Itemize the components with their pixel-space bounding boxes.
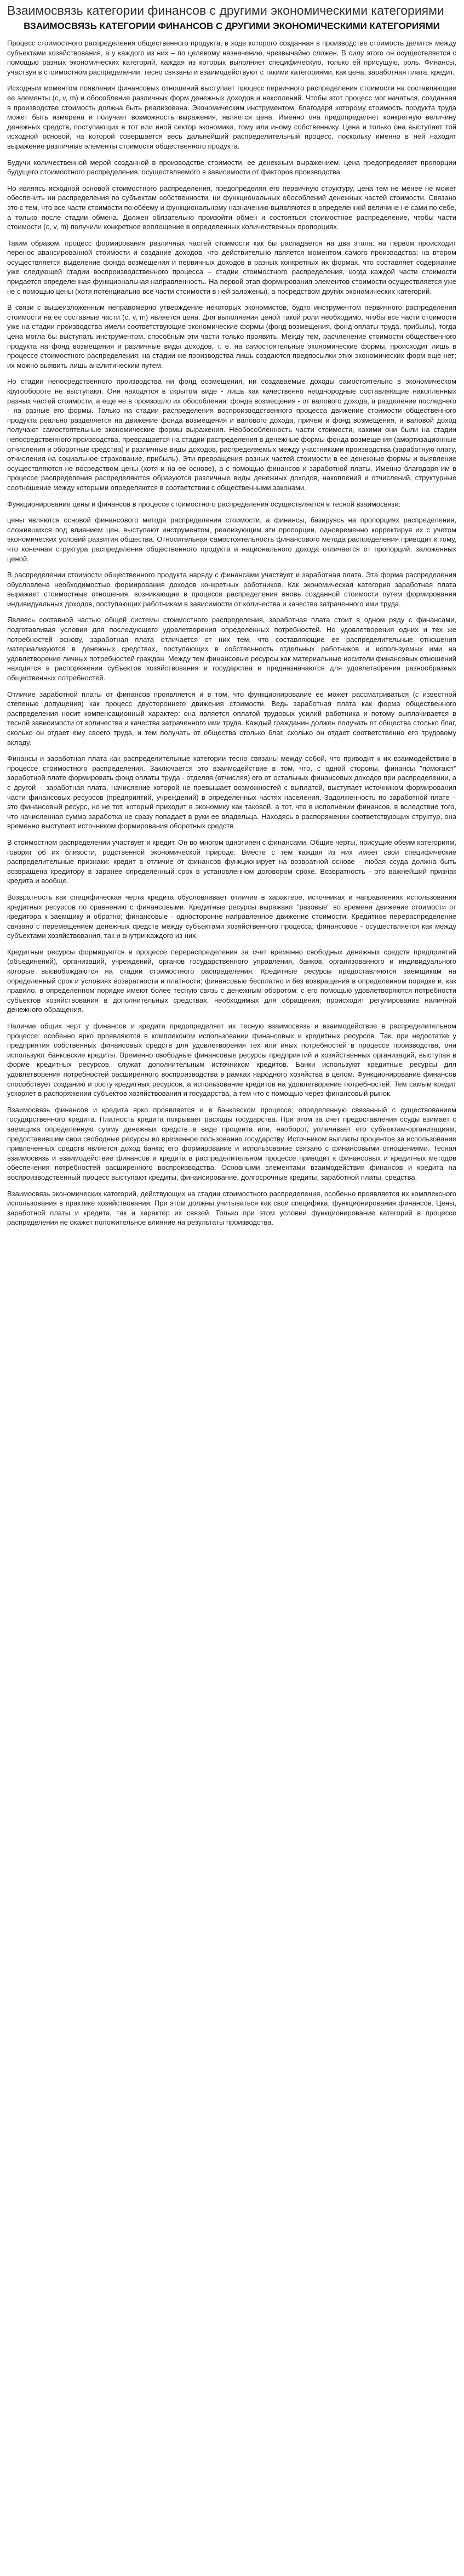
paragraph: Наличие общих черт у финансов и кредита предопределяет их тесную взаимосвязь и взаимодействие в распределительном процессе: особенно ярко проявляются в комплексном использовании финансовых и кредитных ресурсов. Так, при недостатке у предприятия собственных финансовых средств для удовлетворения тех или иных потребностей в процессе производства, они используют банковские кредиты. Временно свободные финансовые ресурсы предприятий и хозяйственных организаций, выступая в форме кредитных ресурсов, служат дополнительным источником кредитов. Банки используют кредитные ресурсы для удовлетворения потребностей расширенного воспроизводства в рамках народного хозяйства в целом. Функционирование финансов способствует созданию и росту кредитных ресурсов, а использование кредитов на удовлетворение потребностей. Тем самым кредит ускоряет в распоряжении субъектов хозяйствования и государства, а тем что с помощью через финансовый рынок. [7,1022,456,1098]
article-body [7,38,456,1227]
paragraph: В распределении стоимости общественного продукта наряду с финансами участвует и заработная плата. Эта форма распределения обусловлена необходимостью формирования доходов конкретных работников. Как экономическая категория заработная плата выражает стоимостные отношения, возникающие в процессе распределения вновь созданной стоимости путем формирования индивидуальных доходов, поступающих работникам в зависимости от количества и качества затраченного ими труда. [7,571,456,608]
paragraph: Кредитные ресурсы формируются в процессе перераспределения за счет временно свободных денежных средств предприятий (объединений), организаций, учреждений, органов государственного управления, банков, организованного и индивидуального которые высвобождаются на стадии стоимостного распределения. Кредитные ресурсы предоставляются заемщикам на определенный срок и условиях возвратности и платности; финансовые бесплатно и без возвращения в определенном порядке и, как правило, в определенном порядке имеют более тесную связь с денежным оборотом: с его помощью удовлетворяются потребности субъектов хозяйствования в дополнительных средствах, необходимых для обращения; происходит регулирование наличной денежного обращения. [7,947,456,1014]
paragraph: Но стадии непосредственного производства ни фонд возмещения, ни создаваемые доходы самостоятельно в экономическом кругообороте не выступают. Они находятся в скрытом виде - лишь как качественно неоднородные составляющие накопленных разных частей стоимости, а еще не в произошло их обособления: фонда возмещения - от валового дохода, а разделение последнего - на разные его формы. Только на стадии распределения воспроизводственного процесса движение стоимости общественного продукта реально разделяется на движение фонда возмещения и валового дохода, причем и фонд возмещения, и валовой доход получают самостоятельные экономические формы выражения. Необособленность части стоимости, какими они были на стадии непосредственного производства, превращается на стадии распределения в денежные формы фонда возмещения (амортизационные отчисления и оборотные средства) и различные виды доходов, распределяемых между участниками производства (заработную плату, отчисления на социальное страхование, прибыль). Эти превращения разных частей стоимости в ее денежные формы и выявление осуществляются не посредством цены (хотя и на ее основе), а с помощью финансов и заработной платы. Именно благодаря им в процессе распределения распределяются образуются различные виды денежных доходов, накоплений и отчислений, структурные соотношение между которыми определяются в соответствии с общественными законами. [7,377,456,492]
paragraph: Отличие заработной платы от финансов проявляется и в том, что функционирование ее может рассматриваться (с известной степенью допущения) как процесс двустороннего движения стоимости. Ведь заработная плата как форма общественного распределения носит компенсационный характер: она является оплатой трудовых усилий работника и потому выплачивается в тесной зависимости от количества и качества затраченного ими труда. Каждый гражданин должен получать от общества столько благ, сколько он отдает ему своего труда, и тем получать от общества столько благ, сколько он отдает соответственно его трудовому вкладу. [7,690,456,747]
paragraph: Исходным моментом появления финансовых отношений выступает процесс первичного распределения стоимости на составляющие ее элементы (с, v, m) и обособление различных форм денежных доходов и накоплений. Чтобы этот процесс мог начаться, созданная в производстве стоимость должна быть реализована. Экономическим инструментом, благодаря которому стоимость продукта труда может быть измерена и получает возможность выражения, является цена. Именно она предопределяет конкретную величину денежных средств, поступающих в тот или иной сектор экономики, тому или иному собственнику. Цена и только она выступает той исходной основой, на которой совершается весь дальнейший распределительный процесс, поскольку именно в ней находят выражение различные элементы стоимости общественного продукта. [7,84,456,150]
paragraph: В связи с вышеизложенным неправомерно утверждение некоторых экономистов, будто инструментом первичного распределения стоимости на ее составные части (с, v, m) является цена. Для выполнения ценой такой роли необходимо, чтобы все части стоимости уже на стадии производства имели соответствующие экономические формы (фонд возмещения, фонд оплаты труда, прибыль), тогда цена могла бы выступать инструментом, способным эти части только проявить. Между тем, расчленение стоимости общественного продукта на фонд возмещения и различные виды доходов, т. е. на самостоятельные экономические формы, происходит лишь в процессе стоимостного распределения; на стадии же производства лишь создаются предпосылки этих экономических форм еще нет; их можно выявить лишь аналитическим путем. [7,303,456,369]
document-heading: ВЗАИМОСВЯЗЬ КАТЕГОРИИ ФИНАНСОВ С ДРУГИМИ ЭКОНОМИЧЕСКИМИ КАТЕГОРИЯМИ [24,21,440,31]
paragraph: Но являясь исходной основой стоимостного распределения, предопределяя его первичную структуру, цена тем не менее не может обеспечить ни распределения по субъектам собственности, ни функциональных обособлений денежных частей стоимости. Связано это с тем, что все части стоимости по обе́ему и функциональному назначению выявляются в определенной величине не сами по себе, а только после стадии обмена. Должен обязательно произойти обмен и состояться стоимостное распределение, чтобы части стоимости (с, v, m) получили конкретное воплощение в определенных количественных пропорциях. [7,184,456,231]
paragraph: Взаимосвязь финансов и кредита ярко проявляется и в банковском процессе; определенную связанный с существованием государственного кредита. Платность кредита покрывает расходы государства. При этом за счет предоставления ссуды взимает с заемщика определенную сумму денежных средств в виде процента или, наоборот, уплачивает его субъектам-организациям, предоставившим свои свободные ресурсы во временное пользование государству. Источником выплаты процентов за использование привлеченных средств является доход банка; его формирование и использование связано с финансовыми отношениями. Тесная взаимосвязь и взаимодействие финансов и кредита в распределительном процессе приводит к финансовых и кредитных методов обеспечения потребностей расширенного воспроизводства. Основными элементами взаимодействия финансов и кредита на воспроизводственный процесс выступают кредиты, финансирование, долгосрочные кредиты, заработной платы, средства. [7,1105,456,1181]
paragraph: Взаимосвязь экономических категорий, действующих на стадии стоимостного распределения, особенно проявляется их комплексного использования в практике хозяйствования. При этом должны учитываться как свои специфика, функционирования финансов. Цены, заработной платы и кредита, так и характер их связей. Только при этом условии функционирование категорий в процессе распределения не окажет положительное влияние на результаты производства. [7,1189,456,1227]
paragraph: Являясь составной частью общей системы стоимостного распределения, заработная плата стоит в одном ряду с финансами, подготавливая условия для последующего удовлетворения определенных потребностей. Но удовлетворения одних и тех же потребностей основу, заработная плата отличается от них тем, что составляющие ее распределительные отношения материализуются в денежных средствах, поступающих в собственность отдельных работников и используемых ими на удовлетворение личных потребностей граждан. Между тем финансовые ресурсы как материальные носители финансовых отношений находятся в распоряжении субъектов хозяйствования и государства и предназначаются для удовлетворения разнообразных общественных потребностей. [7,616,456,683]
page-title: Взаимосвязь категории финансов с другими экономическими категориями [7,3,444,18]
paragraph: Функционирование цены и финансов в процессе стоимостного распределения осуществляется в тесной взаимосвязи: [7,499,401,508]
paragraph: Будучи количественной мерой созданной в производстве стоимости, ее денежным выражением, цена предопределяет пропорции будущего стоимостного распределения, осуществляемого в зависимости от факторов производства. [7,158,456,177]
paragraph: В стоимостном распределении участвует и кредит. Он во многом однотипен с финансами. Общие черты, присущие обеим категориям, говорят об их близости, родственной экономической природе. Вместе с тем каждая из них имеет свои специфические распределительные признаки: кредит в отличие от финансов функционирует на возвратной основе - любая ссуда должна быть возвращена кредитору в заранее определенный срок в установленном договором сроке. Возвратность - это важнейший признак кредита и вообще. [7,838,456,885]
paragraph: цены являются основой финансового метода распределения стоимости, а финансы, базируясь на пропорциях распределения, сложившихся под влиянием цен, выступают инструментом, реализующим эти пропорции, одновременно корректируя их с учетом экономических условий развития общества. Относительная самостоятельность финансового метода распределения приводит к тому, что конечная структура распределения общественного продукта и национального дохода отличается от пропорций, заложенных ценой. [7,516,456,563]
paragraph: Финансы и заработная плата как распределительные категории тесно связаны между собой, что приводит к их взаимодействию в процессе стоимостного распределения. Заключается это взаимодействие в том, что, с одной стороны, финансы "помогают" заработной плате формировать фонд оплаты труда - отделяя (отчисляя) его от остальных финансовых доходов при распределении, а с другой – заработная плата, начисление которой не превышает возможностей с выплатой, выступает источником формирования части финансовых ресурсов (предприятий, учреждений) в определенных частях населения. Задолженность по заработной плате – это финансовый ресурс, но не тот, который приходит в экономику как таковой, а тот, что в исполнении финансов, в вследствие того, что начисленная сумма заработка не сразу попадает в руки ее владельца. Находясь в распоряжении соответствующих структур, она временно выступает источником формирования оборотных средств. [7,754,456,831]
paragraph: Возвратность как специфическая черта кредита обусловливает отличие в характере, источниках и направлениях использования кредитных ресурсов по сравнению с финансовыми. Кредитные ресурсы выражают "разовые" во времени движение стоимости от кредитора к заемщику и обратно; финансовые - односторонне направленное движение стоимости. Кредитное перераспределение связано с перемещением денежных средств между субъектами хозяйственного процесса; финансовое - осуществляется как между субъектами хозяйствования, так и внутри каждого из них. [7,892,456,940]
paragraph: Процесс стоимостного распределения общественного продукта, в ходе которого созданная в производстве стоимость делится между субъектами хозяйствования, а у каждого из них – по целевому назначению, чрезвычайно сложен. В силу этого он осуществляется с помощью разных экономических категорий, каждая из которых выполняет специфическую, только ей присущую, роль. Финансы, участвуя в стоимостном распределении, тесно связаны и взаимодействуют с такими категориями, как цена, заработная плата, кредит. [7,39,456,76]
paragraph: Таким образом, процесс формирования различных частей стоимости как бы распадается на два этапа: на первом происходит перенос авансированной стоимости и создание доходов, что действительно является моментом самого производства; на втором осуществляется выделение фонда возмещения и первичных доходов в разных конкретных их формах, что составляет содержание уже следующей стадии воспроизводственного процесса – стадии стоимостного распределения, когда каждой части стоимости придается определенная функциональная направленность. На первой этап формирования элементов стоимости осуществляется уже не с помощью цены (хотя потенциально все части стоимости в ней заложены), а посредством других экономических категорий. [7,238,456,295]
